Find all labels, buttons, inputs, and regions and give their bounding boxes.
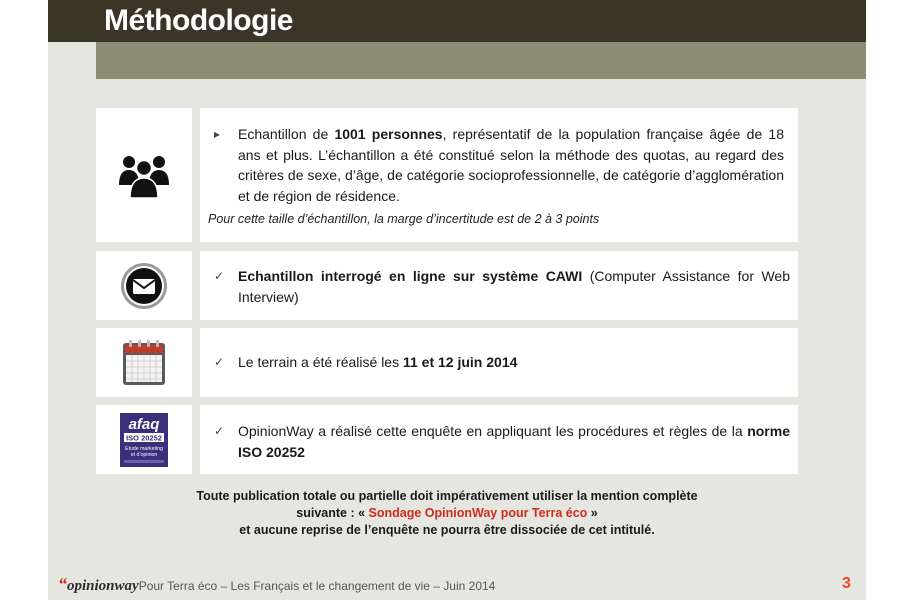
methodology-row-sample (96, 108, 798, 242)
footer-text: Pour Terra éco – Les Français et le changement de vie – Juin 2014 (138, 579, 496, 593)
bullet-item: ▸ Echantillon de 1001 personnes, représentatif de la population française âgée de 18 ans et plus. L’échantillon a été constitué selon la méthode des quotas, au regard des critères de sexe, d’âge, de catégorie socioprofessionnelle, de catégorie d’agglomération et de région de résidence. (214, 126, 784, 204)
afaq-iso-logo (120, 413, 168, 467)
bullet-item: ✓ OpinionWay a réalisé cette enquête en appliquant les procédures et règles de la norme ISO 20252 (214, 423, 790, 460)
icon-cell (96, 251, 192, 320)
calendar-icon (121, 339, 167, 387)
afaq-caption-1: Etude marketing (125, 445, 163, 452)
afaq-brand-text: afaq (128, 415, 160, 433)
uncertainty-note: Pour cette taille d’échantillon, la marge d’incertitude est de 2 à 3 points (208, 212, 600, 226)
arrow-bullet-icon: ▸ (214, 127, 221, 141)
opinionway-logo: “opinionway (58, 574, 139, 594)
methodology-row-iso (96, 405, 798, 474)
icon-cell (96, 328, 192, 397)
text-cell (200, 328, 798, 397)
text-cell (200, 251, 798, 320)
methodology-row-cawi (96, 251, 798, 320)
publication-notice: Toute publication totale ou partielle doit impérativement utiliser la mention complète suivante : « Sondage OpinionWay pour Terra éco » et aucune reprise de l’enquête ne pourra être dissociée de cet intitulé. (196, 489, 698, 537)
page-number: 3 (842, 575, 851, 592)
methodology-row-fieldwork (96, 328, 798, 397)
icon-cell (96, 108, 192, 242)
check-bullet-icon: ✓ (214, 355, 225, 369)
icon-cell (96, 405, 192, 474)
text-cell (200, 405, 798, 474)
footer (58, 574, 495, 595)
iso-text: ISO 20252 (126, 433, 162, 442)
bullet-item: ✓ Le terrain a été réalisé les 11 et 12 juin 2014 (214, 352, 784, 373)
title-sub-bar (96, 42, 866, 79)
bullet-item: ✓ Echantillon interrogé en ligne sur système CAWI (Computer Assistance for Web Interview) (214, 268, 790, 305)
afaq-caption-2: et d’opinion (130, 451, 158, 458)
page-title: Méthodologie (104, 4, 293, 37)
survey-mention: Sondage OpinionWay pour Terra éco (368, 506, 588, 520)
envelope-icon (119, 261, 169, 311)
text-cell (200, 108, 798, 242)
people-group-icon (117, 151, 171, 199)
check-bullet-icon: ✓ (214, 424, 225, 438)
check-bullet-icon: ✓ (214, 269, 225, 283)
